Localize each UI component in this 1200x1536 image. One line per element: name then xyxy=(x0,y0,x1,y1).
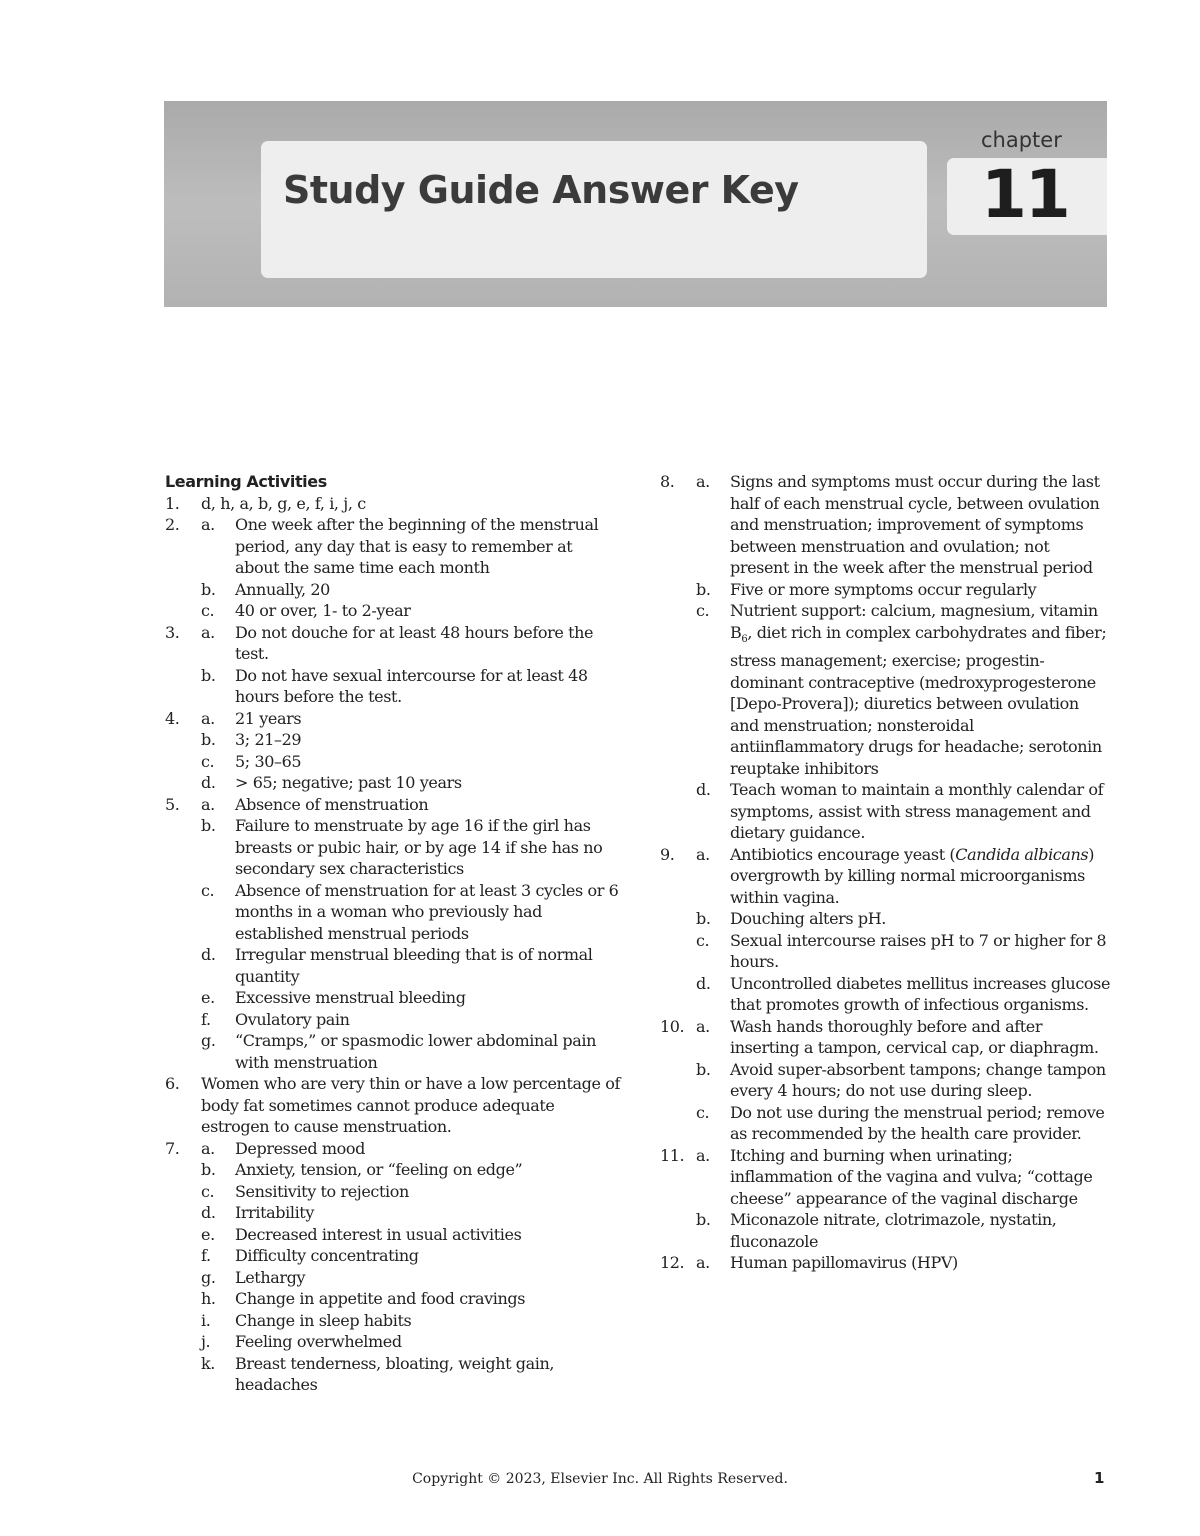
sub-answer xyxy=(696,579,1110,601)
answer-number: 5. xyxy=(165,794,180,814)
sub-text: Lethargy xyxy=(235,1267,306,1287)
sub-letter: f. xyxy=(201,1009,211,1029)
answer-item xyxy=(165,708,620,794)
answer-number: 12. xyxy=(660,1253,685,1273)
sub-letter: j. xyxy=(201,1332,211,1351)
italic-term: Candida albicans xyxy=(955,844,1089,864)
sub-letter: b. xyxy=(696,909,711,929)
sub-answer xyxy=(696,844,1110,909)
sub-text: Douching alters pH. xyxy=(730,909,886,929)
sub-text: Change in sleep habits xyxy=(235,1310,412,1330)
sub-answer xyxy=(696,1016,1110,1059)
sub-answer xyxy=(201,944,620,987)
sub-letter: a. xyxy=(696,1016,710,1036)
sub-letter: a. xyxy=(201,1138,215,1158)
sub-text: Sexual intercourse raises pH to 7 or higher for 8 hours. xyxy=(730,930,1107,972)
answer-number: 2. xyxy=(165,515,180,534)
sub-letter: a. xyxy=(201,708,215,728)
sub-text: One week after the beginning of the menstrual period, any day that is easy to remember at about the same time each month xyxy=(235,515,599,577)
sub-text: Difficulty concentrating xyxy=(235,1246,419,1265)
sub-answer xyxy=(201,1181,620,1203)
sub-letter: c. xyxy=(201,601,215,620)
answer-item xyxy=(660,1016,1110,1145)
sub-letter: a. xyxy=(696,472,710,491)
sub-letter: c. xyxy=(696,930,710,950)
sub-answer xyxy=(696,600,1110,779)
sub-answer xyxy=(201,1310,620,1332)
sub-text: “Cramps,” or spasmodic lower abdominal pain with menstruation xyxy=(235,1031,597,1072)
sub-text: Depressed mood xyxy=(235,1138,365,1158)
sub-answer xyxy=(696,973,1110,1016)
answer-body xyxy=(201,708,620,794)
sub-letter: c. xyxy=(696,1102,710,1122)
answer-item xyxy=(165,794,620,1074)
sub-answer xyxy=(696,471,1110,579)
sub-letter: b. xyxy=(201,665,216,685)
sub-answer xyxy=(696,930,1110,973)
sub-answer xyxy=(201,708,620,730)
answer-body xyxy=(201,514,620,622)
sub-text: Absence of menstruation for at least 3 cycles or 6 months in a woman who previously had established menstrual periods xyxy=(235,880,619,943)
sub-text: Avoid super-absorbent tampons; change tampon every 4 hours; do not use during sleep. xyxy=(730,1059,1106,1101)
sub-text: Feeling overwhelmed xyxy=(235,1332,402,1351)
sub-letter: i. xyxy=(201,1310,211,1330)
answer-number: 3. xyxy=(165,622,180,642)
sub-letter: a. xyxy=(201,622,215,642)
page-title: Study Guide Answer Key xyxy=(283,168,799,212)
sub-text: Ovulatory pain xyxy=(235,1009,350,1029)
sub-text: Signs and symptoms must occur during the last half of each menstrual cycle, between ovulation and menstruation; improvement of symptoms between menstruation and ovulation; not present in the week after the menstrual period xyxy=(730,472,1100,577)
sub-answer xyxy=(696,779,1110,844)
sub-answer xyxy=(201,880,620,945)
subscript: 6 xyxy=(741,633,748,645)
answer-number: 1. xyxy=(165,493,180,513)
sub-letter: g. xyxy=(201,1031,216,1050)
sub-answer xyxy=(201,1224,620,1246)
sub-letter: a. xyxy=(201,515,215,534)
left-column xyxy=(165,471,620,1396)
sub-answer xyxy=(201,1138,620,1160)
answer-item xyxy=(165,1073,620,1138)
answer-body xyxy=(201,622,620,708)
sub-letter: g. xyxy=(201,1267,216,1287)
answer-body xyxy=(696,1016,1110,1145)
sub-answer xyxy=(696,908,1110,930)
sub-letter: e. xyxy=(201,1224,215,1244)
sub-answer xyxy=(201,514,620,579)
sub-answer xyxy=(201,1009,620,1031)
answer-text: Women who are very thin or have a low percentage of body fat sometimes cannot produce adequate estrogen to cause menstruation. xyxy=(201,1074,620,1136)
sub-text: Anxiety, tension, or “feeling on edge” xyxy=(235,1160,523,1179)
sub-letter: d. xyxy=(201,773,216,792)
sub-answer xyxy=(201,987,620,1009)
answer-number: 9. xyxy=(660,844,675,864)
sub-letter: d. xyxy=(696,780,711,800)
sub-letter: b. xyxy=(201,1160,216,1179)
sub-letter: f. xyxy=(201,1246,211,1265)
sub-letter: d. xyxy=(201,945,216,964)
sub-text: 21 years xyxy=(235,708,302,728)
answer-item xyxy=(165,514,620,622)
sub-answer xyxy=(201,1159,620,1181)
chapter-number: 11 xyxy=(981,156,1069,233)
sub-letter: c. xyxy=(696,601,710,620)
sub-text: Sensitivity to rejection xyxy=(235,1181,409,1201)
sub-text: > 65; negative; past 10 years xyxy=(235,773,462,792)
sub-answer xyxy=(696,1252,1110,1274)
answer-body xyxy=(696,844,1110,1016)
answer-list-left xyxy=(165,493,620,1396)
sub-letter: e. xyxy=(201,988,215,1007)
sub-answer xyxy=(201,665,620,708)
sub-text: Do not use during the menstrual period; remove as recommended by the health care provider. xyxy=(730,1102,1105,1144)
sub-letter: h. xyxy=(201,1289,216,1308)
sub-text: 5; 30–65 xyxy=(235,751,302,771)
sub-text: Irritability xyxy=(235,1203,314,1222)
sub-text: Do not have sexual intercourse for at least 48 hours before the test. xyxy=(235,665,588,706)
sub-letter: a. xyxy=(696,844,710,864)
sub-answer xyxy=(201,600,620,622)
sub-text: Miconazole nitrate, clotrimazole, nystatin, fluconazole xyxy=(730,1210,1057,1251)
text-part: Nutrient support: calcium, magnesium, vitamin B xyxy=(730,601,1098,642)
sub-text: Failure to menstruate by age 16 if the girl has breasts or pubic hair, or by age 14 if she has no secondary sex characteristics xyxy=(235,816,603,878)
sub-text: Human papillomavirus (HPV) xyxy=(730,1253,958,1273)
answer-body xyxy=(201,794,620,1074)
sub-answer xyxy=(201,1030,620,1073)
sub-answer xyxy=(201,1288,620,1310)
sub-answer xyxy=(696,1209,1110,1252)
sub-letter: c. xyxy=(201,880,215,900)
sub-answer xyxy=(201,579,620,601)
answer-body xyxy=(696,1145,1110,1253)
chapter-label: chapter xyxy=(981,128,1062,152)
sub-answer xyxy=(201,751,620,773)
answer-number: 11. xyxy=(660,1145,685,1165)
sub-answer xyxy=(201,794,620,816)
sub-text: Absence of menstruation xyxy=(235,794,429,814)
copyright-footer: Copyright © 2023, Elsevier Inc. All Rights Reserved. xyxy=(412,1471,788,1487)
sub-text: 3; 21–29 xyxy=(235,730,302,749)
sub-answer xyxy=(201,622,620,665)
sub-letter: d. xyxy=(696,973,711,993)
sub-text: Do not douche for at least 48 hours before the test. xyxy=(235,622,594,663)
sub-text: Wash hands thoroughly before and after inserting a tampon, cervical cap, or diaphragm. xyxy=(730,1016,1099,1058)
sub-text: Teach woman to maintain a monthly calendar of symptoms, assist with stress management and dietary guidance. xyxy=(730,780,1104,843)
answer-number: 10. xyxy=(660,1016,685,1036)
sub-letter: b. xyxy=(201,816,216,835)
answer-text: d, h, a, b, g, e, f, i, j, c xyxy=(201,493,366,513)
answer-body xyxy=(201,1073,620,1138)
sub-answer xyxy=(696,1059,1110,1102)
answer-number: 8. xyxy=(660,472,675,491)
text-part: , diet rich in complex carbohydrates and fiber; stress management; exercise; progestin-dominant contraceptive (medroxyprogesterone [Depo-Provera]); diuretics between ovulation and menstruation; nonsteroidal antiinflammatory drugs for headache; serotonin reuptake inhibitors xyxy=(730,622,1107,778)
sub-answer xyxy=(201,1245,620,1267)
sub-text: 40 or over, 1- to 2-year xyxy=(235,601,411,620)
sub-answer xyxy=(201,1353,620,1396)
section-heading: Learning Activities xyxy=(165,472,327,491)
sub-answer xyxy=(201,1267,620,1289)
sub-text: Change in appetite and food cravings xyxy=(235,1289,526,1308)
text-part: ) overgrowth by killing normal microorganisms within vagina. xyxy=(730,844,1095,907)
sub-text xyxy=(730,844,1110,909)
sub-answer xyxy=(696,1102,1110,1145)
answer-list-right xyxy=(660,471,1110,1274)
sub-answer xyxy=(201,1331,620,1353)
answer-item xyxy=(165,1138,620,1396)
sub-text: Uncontrolled diabetes mellitus increases glucose that promotes growth of infectious organisms. xyxy=(730,973,1111,1015)
answer-number: 6. xyxy=(165,1074,180,1093)
answer-item xyxy=(165,493,620,515)
answer-item xyxy=(660,1252,1110,1274)
answer-body xyxy=(201,1138,620,1396)
sub-letter: b. xyxy=(696,579,711,599)
answer-item xyxy=(165,622,620,708)
sub-text: Breast tenderness, bloating, weight gain, headaches xyxy=(235,1353,555,1394)
sub-letter: b. xyxy=(201,579,216,599)
answer-number: 7. xyxy=(165,1138,180,1158)
answer-body xyxy=(201,493,620,515)
sub-letter: a. xyxy=(696,1253,710,1273)
answer-body xyxy=(696,471,1110,844)
sub-text: Excessive menstrual bleeding xyxy=(235,988,466,1007)
sub-letter: c. xyxy=(201,751,215,771)
answer-number: 4. xyxy=(165,708,180,728)
sub-answer xyxy=(201,1202,620,1224)
right-column xyxy=(660,471,1110,1274)
answer-item xyxy=(660,471,1110,844)
answer-body xyxy=(696,1252,1110,1274)
sub-letter: k. xyxy=(201,1353,215,1373)
text-part: Antibiotics encourage yeast ( xyxy=(730,844,956,864)
sub-letter: a. xyxy=(696,1145,710,1165)
sub-text: Decreased interest in usual activities xyxy=(235,1224,522,1244)
answer-item xyxy=(660,844,1110,1016)
answer-item xyxy=(660,1145,1110,1253)
sub-answer xyxy=(201,772,620,794)
sub-letter: b. xyxy=(696,1210,711,1230)
page-number: 1 xyxy=(1094,1469,1105,1487)
sub-text: Annually, 20 xyxy=(235,579,330,599)
sub-text: Irregular menstrual bleeding that is of normal quantity xyxy=(235,945,593,986)
sub-letter: d. xyxy=(201,1203,216,1222)
sub-text xyxy=(730,600,1110,779)
sub-letter: b. xyxy=(696,1059,711,1079)
sub-answer xyxy=(696,1145,1110,1210)
sub-letter: a. xyxy=(201,794,215,814)
sub-answer xyxy=(201,815,620,880)
sub-text: Five or more symptoms occur regularly xyxy=(730,579,1037,599)
sub-letter: b. xyxy=(201,730,216,749)
sub-answer xyxy=(201,729,620,751)
sub-letter: c. xyxy=(201,1181,215,1201)
sub-text: Itching and burning when urinating; inflammation of the vagina and vulva; “cottage cheese” appearance of the vaginal discharge xyxy=(730,1145,1093,1208)
